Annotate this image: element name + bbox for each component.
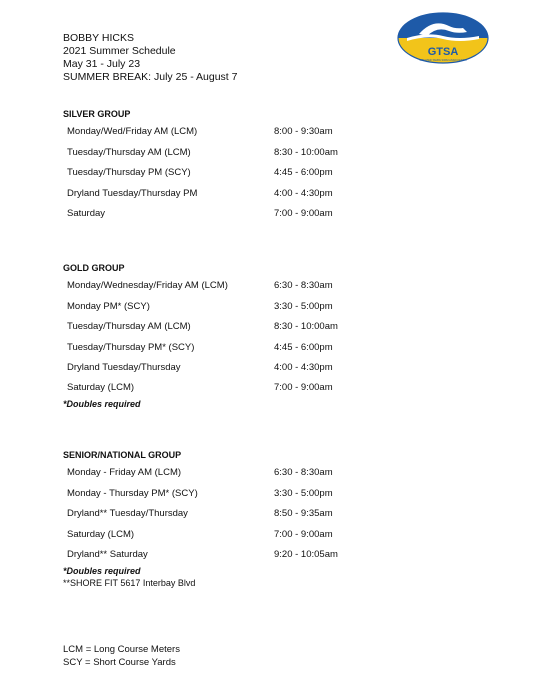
row-time: 6:30 - 8:30am [274,280,333,291]
schedule-row [67,147,397,161]
row-time: 3:30 - 5:00pm [274,301,333,312]
row-time: 9:20 - 10:05am [274,549,338,560]
row-label: Monday/Wed/Friday AM (LCM) [67,126,198,137]
row-time: 7:00 - 9:00am [274,382,333,393]
schedule-row [67,529,397,543]
gold-group-title: GOLD GROUP [63,263,125,273]
senior-group-title: SENIOR/NATIONAL GROUP [63,450,182,460]
schedule-row [67,321,397,335]
row-label: Dryland Tuesday/Thursday [67,362,181,373]
row-label: Tuesday/Thursday AM (LCM) [67,147,191,158]
schedule-row [67,208,397,222]
schedule-row [67,382,397,396]
schedule-row [67,301,397,315]
row-time: 8:00 - 9:30am [274,126,333,137]
schedule-row [67,188,397,202]
row-time: 7:00 - 9:00am [274,529,333,540]
legend-lcm: LCM = Long Course Meters [63,644,180,655]
summer-break: SUMMER BREAK: July 25 - August 7 [63,71,238,83]
row-label: Saturday (LCM) [67,529,135,540]
silver-group-title: SILVER GROUP [63,109,131,119]
row-time: 4:00 - 4:30pm [274,188,333,199]
row-label: Dryland** Tuesday/Thursday [67,508,188,519]
row-label: Saturday [67,208,106,219]
row-label: Tuesday/Thursday PM* (SCY) [67,342,195,353]
season-title: 2021 Summer Schedule [63,45,176,57]
doubles-note: *Doubles required [63,399,141,409]
season-dates: May 31 - July 23 [63,58,141,70]
row-time: 8:30 - 10:00am [274,147,338,158]
row-label: Monday - Friday AM (LCM) [67,467,182,478]
schedule-row [67,508,397,522]
row-label: Dryland Tuesday/Thursday PM [67,188,198,199]
schedule-row [67,342,397,356]
schedule-row [67,488,397,502]
row-label: Monday/Wednesday/Friday AM (LCM) [67,280,228,291]
schedule-row [67,126,397,140]
row-label: Monday PM* (SCY) [67,301,150,312]
row-time: 4:45 - 6:00pm [274,167,333,178]
schedule-row [67,280,397,294]
logo-subtitle: GREATER TAMPA SWIM ASSOCIATION [419,59,467,62]
row-time: 4:45 - 6:00pm [274,342,333,353]
schedule-row [67,467,397,481]
row-time: 4:00 - 4:30pm [274,362,333,373]
row-time: 8:50 - 9:35am [274,508,333,519]
schedule-row [67,362,397,376]
row-label: Tuesday/Thursday PM (SCY) [67,167,191,178]
row-time: 8:30 - 10:00am [274,321,338,332]
gtsa-logo [397,12,489,64]
row-time: 3:30 - 5:00pm [274,488,333,499]
dryland-location: **SHORE FIT 5617 Interbay Blvd [63,578,196,588]
schedule-header [63,32,237,84]
course-legend [63,643,180,669]
row-label: Dryland** Saturday [67,549,148,560]
schedule-row [67,167,397,181]
logo-text: GTSA [427,46,459,58]
doubles-note: *Doubles required [63,566,141,576]
row-label: Tuesday/Thursday AM (LCM) [67,321,191,332]
row-time: 6:30 - 8:30am [274,467,333,478]
schedule-row [67,549,397,563]
legend-scy: SCY = Short Course Yards [63,657,176,668]
row-time: 7:00 - 9:00am [274,208,333,219]
row-label: Saturday (LCM) [67,382,135,393]
row-label: Monday - Thursday PM* (SCY) [67,488,198,499]
coach-name: BOBBY HICKS [63,32,134,44]
